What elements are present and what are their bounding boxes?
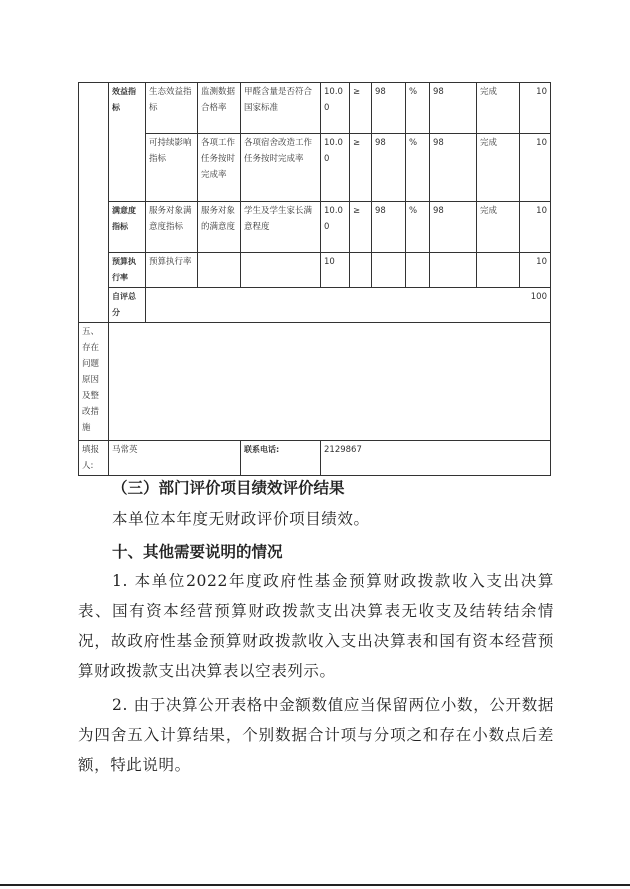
sub-indicator: 服务对象的满意度 (198, 202, 241, 253)
table-row (79, 323, 551, 441)
score-cell: 10.00 (321, 202, 350, 253)
sub-indicator: 监测数据合格率 (198, 83, 241, 134)
sub-indicator: 各项工作任务按时完成率 (198, 134, 241, 202)
problems-label: 五、存在问题原因及整改措施 (79, 323, 109, 441)
target-cell: 98 (372, 202, 406, 253)
actual-cell: 98 (430, 134, 477, 202)
indicator-name: 生态效益指标 (146, 83, 198, 134)
paragraph-3: 2. 由于决算公开表格中金额数值应当保留两位小数，公开数据为四舍五入计算结果，个别数据合计项与分项之和存在小数点后差额，特此说明。 (78, 696, 554, 774)
empty-cell (406, 253, 430, 288)
reporter-label: 填报人: (79, 441, 109, 476)
outer-blank-cell (79, 83, 109, 323)
table-row (79, 441, 551, 476)
table-row (79, 288, 551, 323)
performance-table (78, 82, 551, 476)
indicator-desc: 各项宿舍改造工作任务按时完成率 (241, 134, 321, 202)
table-row (79, 202, 551, 253)
table-row (79, 253, 551, 288)
empty-cell (198, 253, 241, 288)
got-cell: 10 (520, 202, 551, 253)
status-cell: 完成 (477, 134, 520, 202)
table-row (79, 134, 551, 202)
status-cell: 完成 (477, 202, 520, 253)
operator-cell: ≥ (350, 83, 372, 134)
got-cell: 10 (520, 134, 551, 202)
total-score: 100 (146, 288, 551, 323)
phone-number: 2129867 (321, 441, 551, 476)
section-heading-3: （三）部门评价项目绩效评价结果 (112, 479, 345, 497)
empty-cell (477, 253, 520, 288)
indicator-desc: 甲醛含量是否符合国家标准 (241, 83, 321, 134)
actual-cell: 98 (430, 83, 477, 134)
indicator-name: 预算执行率 (146, 253, 198, 288)
phone-label: 联系电话: (241, 441, 321, 476)
got-cell: 10 (520, 253, 551, 288)
bottom-rule (0, 884, 630, 886)
score-cell: 10.00 (321, 134, 350, 202)
category-cell: 满意度指标 (109, 202, 146, 253)
section-heading-10: 十、其他需要说明的情况 (112, 543, 283, 561)
score-cell: 10 (321, 253, 350, 288)
target-cell: 98 (372, 134, 406, 202)
category-cell: 预算执行率 (109, 253, 146, 288)
unit-cell: % (406, 83, 430, 134)
target-cell: 98 (372, 83, 406, 134)
empty-cell (372, 253, 406, 288)
indicator-desc: 学生及学生家长满意程度 (241, 202, 321, 253)
actual-cell: 98 (430, 202, 477, 253)
operator-cell: ≥ (350, 202, 372, 253)
indicator-name: 服务对象满意度指标 (146, 202, 198, 253)
empty-cell (350, 253, 372, 288)
paragraph-2: 1. 本单位2022年度政府性基金预算财政拨款收入支出决算表、国有资本经营预算财政拨款支出决算表无收支及结转结余情况，故政府性基金预算财政拨款收入支出决算表和国有资本经营预算财政拨款支出决算表以空表列示。 (78, 572, 554, 680)
category-cell: 自评总分 (109, 288, 146, 323)
reporter-name: 马常英 (109, 441, 241, 476)
indicator-name: 可持续影响指标 (146, 134, 198, 202)
table-row (79, 83, 551, 134)
problems-content (109, 323, 551, 441)
category-cell: 效益指标 (109, 83, 146, 202)
score-cell: 10.00 (321, 83, 350, 134)
unit-cell: % (406, 134, 430, 202)
paragraph-1: 本单位本年度无财政评价项目绩效。 (112, 510, 370, 528)
unit-cell: % (406, 202, 430, 253)
operator-cell: ≥ (350, 134, 372, 202)
got-cell: 10 (520, 83, 551, 134)
status-cell: 完成 (477, 83, 520, 134)
empty-cell (430, 253, 477, 288)
empty-cell (241, 253, 321, 288)
